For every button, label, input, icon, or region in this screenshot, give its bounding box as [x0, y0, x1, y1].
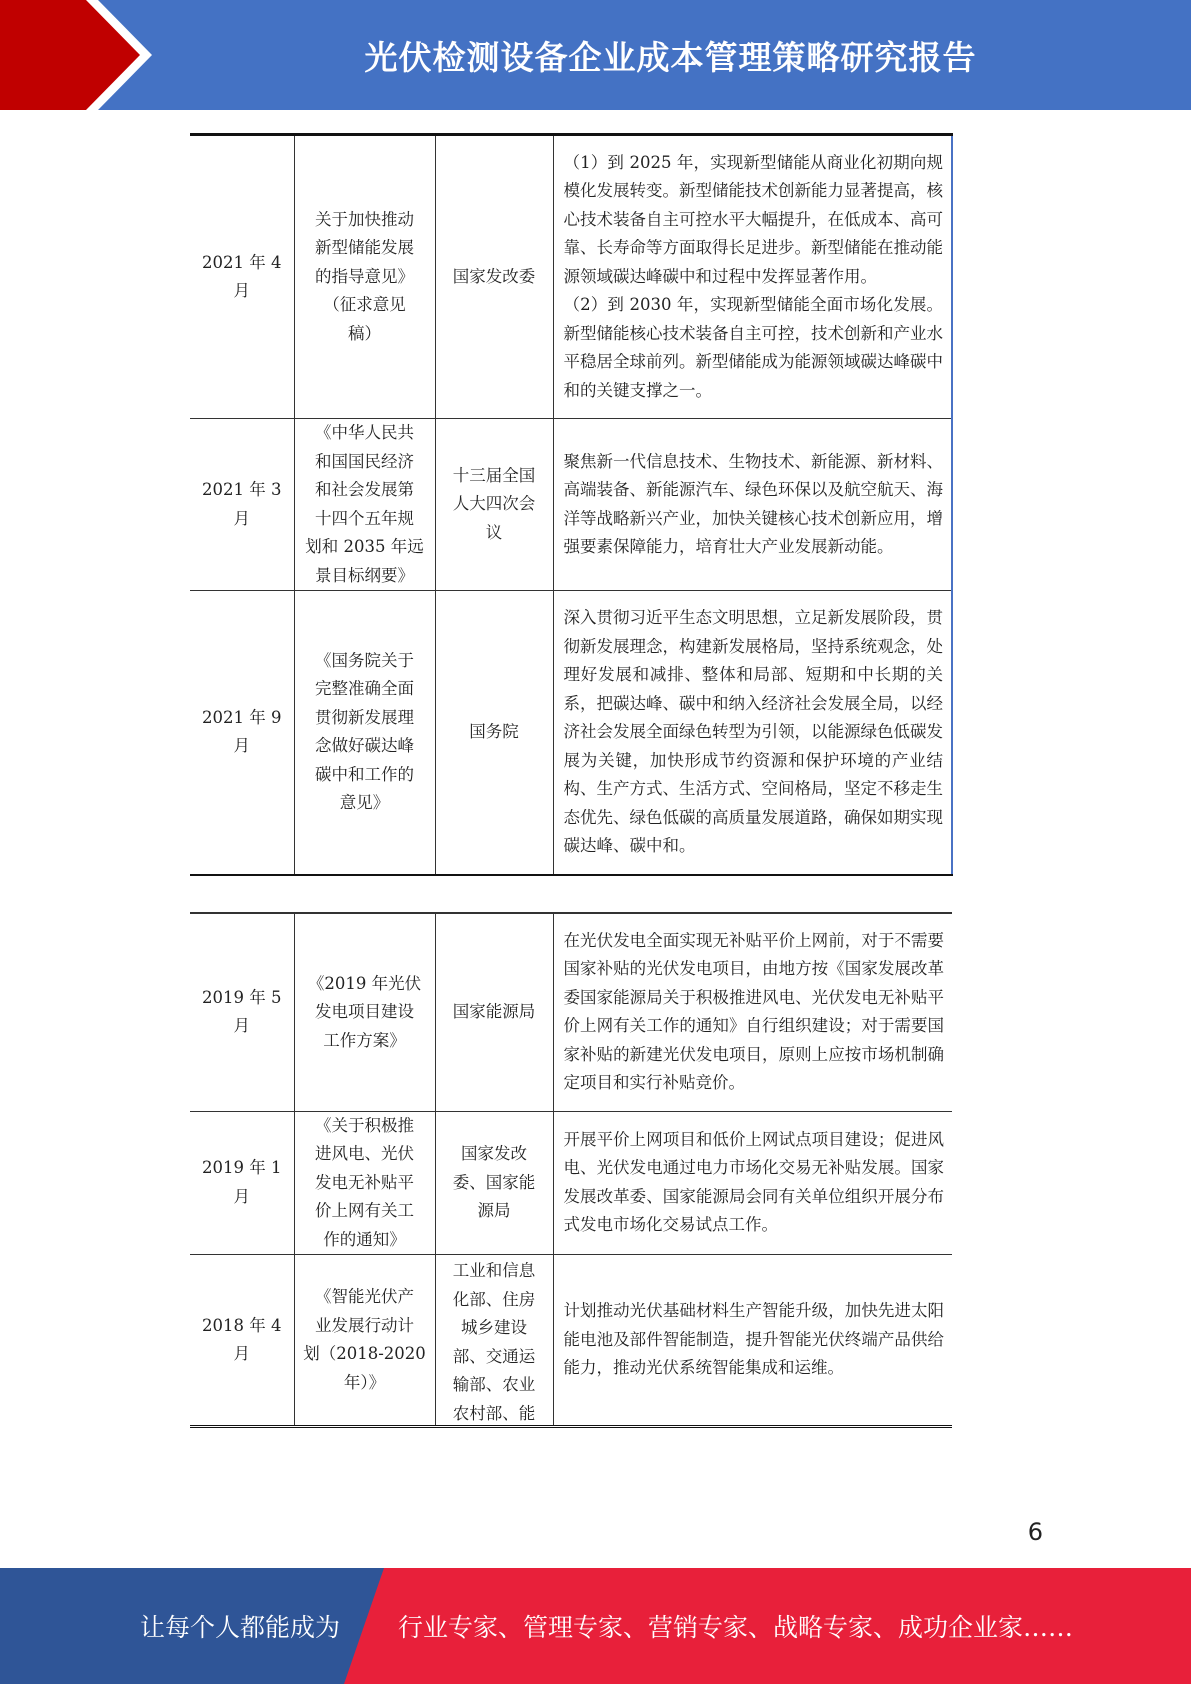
table-row [190, 135, 952, 419]
issuer-cell: 国家发改 委、国家能 源局 [435, 1111, 553, 1255]
date-cell: 2019 年 5 月 [190, 913, 294, 1111]
content-cell: 在光伏发电全面实现无补贴平价上网前，对于不需要国家补贴的光伏发电项目，由地方按《国家发展改革委国家能源局关于积极推进风电、光伏发电无补贴平价上网有关工作的通知》自行组织建设；对于需要国家补贴的新建光伏发电项目，原则上应按市场机制确定项目和实行补贴竞价。 [553, 913, 952, 1111]
page-number: 6 [1027, 1518, 1043, 1546]
policy-title-cell: 《关于积极推 进风电、光伏 发电无补贴平 价上网有关工 作的通知》 [294, 1111, 435, 1255]
issuer-cell: 国家发改委 [435, 135, 553, 419]
page-footer [0, 1568, 1191, 1684]
table-row [190, 1111, 952, 1255]
header-chevron-icon [0, 0, 160, 110]
table-row [190, 419, 952, 591]
table-row [190, 591, 952, 875]
date-cell: 2021 年 3 月 [190, 419, 294, 591]
policy-title-cell: 《智能光伏产 业发展行动计 划（2018-2020 年）》 [294, 1255, 435, 1427]
content-cell: （1）到 2025 年，实现新型储能从商业化初期向规模化发展转变。新型储能技术创新能力显著提高，核心技术装备自主可控水平大幅提升，在低成本、高可靠、长寿命等方面取得长足进步。新型储能在推动能源领域碳达峰碳中和过程中发挥显著作用。 （2）到 2030 年，实现新型储能全面市场化发展。新型储能核心技术装备自主可控，技术创新和产业水平稳居全球前列。新型储能成为能源领域碳达峰碳中和的关键支撑之一。 [553, 135, 952, 419]
table-row [190, 913, 952, 1111]
table-row [190, 1255, 952, 1427]
content-cell: 计划推动光伏基础材料生产智能升级，加快先进太阳能电池及部件智能制造，提升智能光伏终端产品供给能力，推动光伏系统智能集成和运维。 [553, 1255, 952, 1427]
page-header [0, 0, 1191, 110]
policy-table-upper [190, 133, 953, 876]
content-cell: 深入贯彻习近平生态文明思想，立足新发展阶段，贯彻新发展理念，构建新发展格局，坚持系统观念，处理好发展和减排、整体和局部、短期和中长期的关系，把碳达峰、碳中和纳入经济社会发展全局，以经济社会发展全面绿色转型为引领，以能源绿色低碳发展为关键，加快形成节约资源和保护环境的产业结构、生产方式、生活方式、空间格局，坚定不移走生态优先、绿色低碳的高质量发展道路，确保如期实现碳达峰、碳中和。 [553, 591, 952, 875]
policy-table-lower [190, 912, 952, 1428]
issuer-cell: 国务院 [435, 591, 553, 875]
footer-slogan-left: 让每个人都能成为 [140, 1613, 341, 1642]
footer-slogan-right: 行业专家、管理专家、营销专家、战略专家、成功企业家…… [398, 1613, 1074, 1642]
policy-title-cell: 关于加快推动 新型储能发展 的指导意见》 （征求意见 稿） [294, 135, 435, 419]
date-cell: 2021 年 9 月 [190, 591, 294, 875]
content-cell: 开展平价上网项目和低价上网试点项目建设；促进风电、光伏发电通过电力市场化交易无补贴发展。国家发展改革委、国家能源局会同有关单位组织开展分布式发电市场化交易试点工作。 [553, 1111, 952, 1255]
report-title: 光伏检测设备企业成本管理策略研究报告 [364, 37, 977, 77]
issuer-cell: 十三届全国 人大四次会 议 [435, 419, 553, 591]
issuer-cell [435, 1255, 553, 1427]
policy-title-cell: 《2019 年光伏 发电项目建设 工作方案》 [294, 913, 435, 1111]
policy-title-cell: 《国务院关于 完整准确全面 贯彻新发展理 念做好碳达峰 碳中和工作的 意见》 [294, 591, 435, 875]
issuer-cell: 国家能源局 [435, 913, 553, 1111]
date-cell: 2018 年 4 月 [190, 1255, 294, 1427]
content-cell: 聚焦新一代信息技术、生物技术、新能源、新材料、高端装备、新能源汽车、绿色环保以及航空航天、海洋等战略新兴产业，加快关键核心技术创新应用，增强要素保障能力，培育壮大产业发展新动能。 [553, 419, 952, 591]
date-cell: 2021 年 4 月 [190, 135, 294, 419]
date-cell: 2019 年 1 月 [190, 1111, 294, 1255]
policy-title-cell: 《中华人民共 和国国民经济 和社会发展第 十四个五年规 划和 2035 年远 景目标纲要》 [294, 419, 435, 591]
issuer-text: 工业和信息 化部、住房 城乡建设 部、交通运 输部、农业 农村部、能 [452, 1261, 536, 1423]
